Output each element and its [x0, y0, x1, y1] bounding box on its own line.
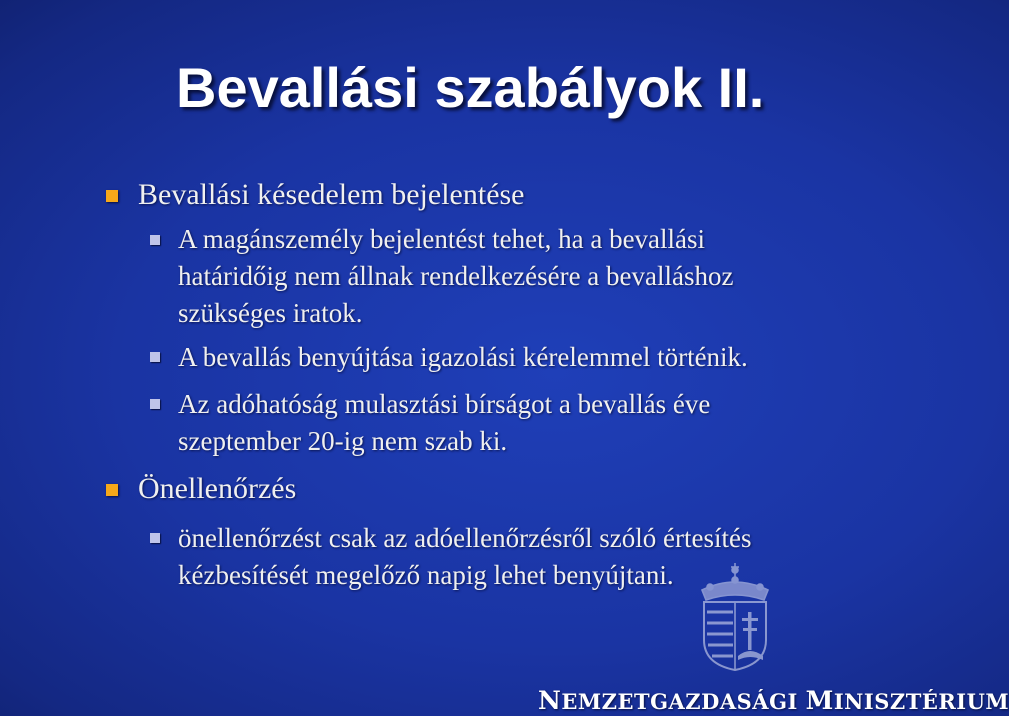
section-heading: Bevallási késedelem bejelentése — [138, 178, 525, 211]
list-item-line: szükséges iratok. — [178, 298, 363, 328]
square-bullet-icon — [150, 533, 160, 543]
square-bullet-icon — [150, 352, 160, 362]
list-item-line: Az adóhatóság mulasztási bírságot a bevallás éve — [178, 389, 711, 419]
list-item-line: határidőig nem állnak rendelkezésére a bevalláshoz — [178, 261, 734, 291]
footer-initial: M — [805, 686, 834, 715]
square-bullet-icon — [106, 484, 118, 496]
section-heading: Önellenőrzés — [138, 472, 297, 505]
square-bullet-icon — [150, 235, 160, 245]
list-item-line: szeptember 20-ig nem szab ki. — [178, 426, 508, 456]
footer-text: INISZTÉRIUM — [833, 689, 1009, 714]
list-item-line: kézbesítését megelőző napig lehet benyújtani. — [178, 560, 674, 590]
list-item-line: A magánszemély bejelentést tehet, ha a bevallási — [178, 224, 706, 254]
ministry-footer — [538, 686, 1009, 715]
footer-text: EMZETGAZDASÁGI — [561, 689, 806, 714]
list-item-line: A bevallás benyújtása igazolási kérelemmel történik. — [178, 342, 748, 372]
footer-initial: N — [538, 686, 562, 715]
square-bullet-icon — [106, 190, 118, 202]
slide-title: Bevallási szabályok II. — [176, 56, 765, 119]
list-item-line: önellenőrzést csak az adóellenőrzésről szóló értesítés — [178, 523, 752, 553]
square-bullet-icon — [150, 399, 160, 409]
